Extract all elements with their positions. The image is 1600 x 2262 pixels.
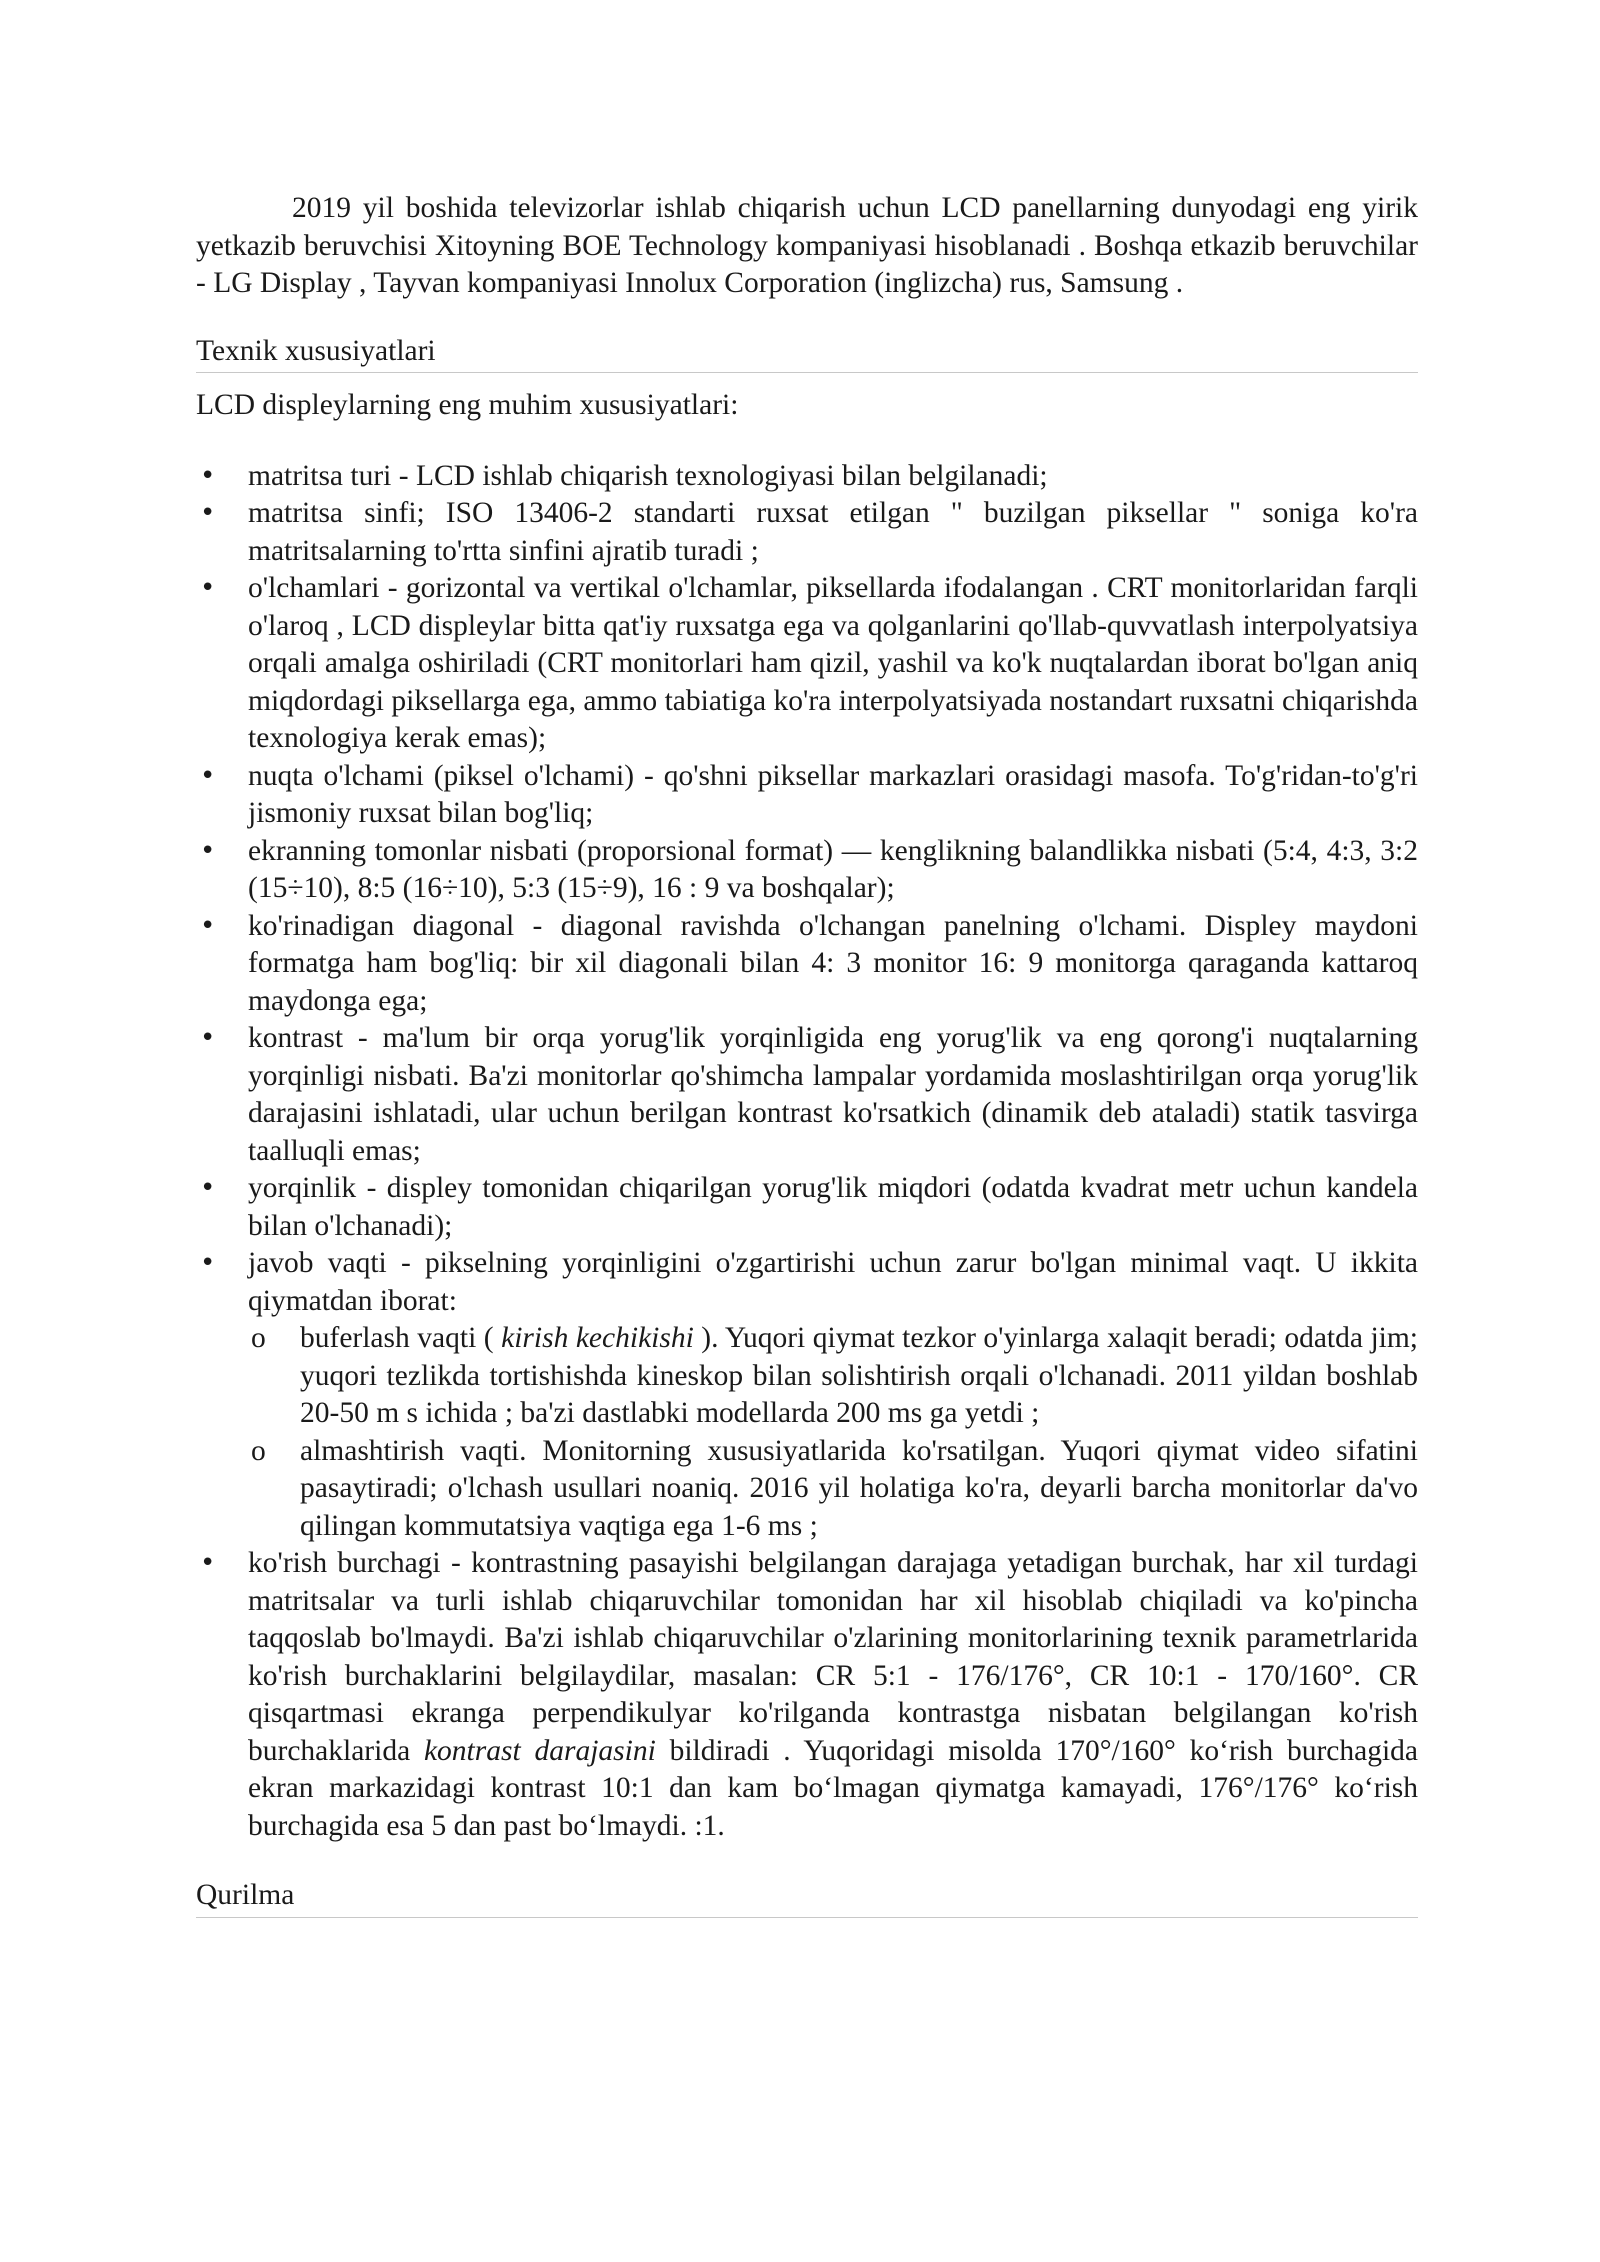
list-item-text: o'lchamlari - gorizontal va vertikal o'lchamlar, piksellarda ifodalangan . CRT monitorlaridan farqli o'laroq , LCD displeylar bitta qat'iy ruxsatga ega va qolganlarini qo'llab-quvvatlash interpolyatsiya orqali amalga oshiriladi (CRT monitorlari ham qizil, yashil va ko'k nuqtalardan iborat bo'lgan aniq miqdordagi piksellarga ega, ammo tabiatiga ko'ra interpolyatsiyada nostandart ruxsatni chiqarishda texnologiya kerak emas); xyxy=(248,572,1418,754)
list-item-text: javob vaqti - pikselning yorqinligini o'zgartirishi uchun zarur bo'lgan minimal vaqt. U ikkita qiymatdan iborat: xyxy=(248,1247,1418,1317)
list-item xyxy=(196,833,1418,908)
response-sublist xyxy=(248,1320,1418,1545)
section-heading-technical: Texnik xususiyatlari xyxy=(196,333,1418,374)
list-item-text: yorqinlik - displey tomonidan chiqarilgan yorug'lik miqdori (odatda kvadrat metr uchun kandela bilan o'lchanadi); xyxy=(248,1172,1418,1242)
italic-term: kontrast darajasini xyxy=(423,1734,656,1767)
sublist-item-switching: o almashtirish vaqti. Monitorning xususiyatlarida ko'rsatilgan. Yuqori qiymat video sifatini pasaytiradi; o'lchash usullari noaniq. 2016 yil holatiga ko'ra, deyarli barcha monitorlar da'vo qilingan kommutatsiya vaqtiga ega 1-6 ms ; xyxy=(251,1434,1418,1542)
bullet-icon: • xyxy=(200,760,216,791)
bullet-icon: • xyxy=(200,1248,216,1278)
list-item-text: matritsa sinfi; ISO 13406-2 standarti ruxsat etilgan " buzilgan piksellar " soniga ko'ra matritsalarning to'rtta sinfini ajratib turadi ; xyxy=(248,497,1418,567)
list-item xyxy=(196,458,1418,496)
characteristics-list xyxy=(196,458,1418,1846)
italic-term: kirish kechikishi xyxy=(501,1322,694,1354)
bullet-icon: • xyxy=(200,835,216,866)
list-item-viewing-angle: • ko'rish burchagi - kontrastning pasayishi belgilangan darajaga yetadigan burchak, har xil turdagi matritsalar va turli ishlab chiqaruvchilar tomonidan har xil hisoblab chiqiladi va ko'pincha taqqoslab bo'lmaydi. Ba'zi ishlab chiqaruvchilar o'zlarining monitorlarining texnik parametrlarida ko'rish burchaklarini belgilaydilar, masalan: CR 5:1 - 176/176°, CR 10:1 - 170/160°. CR qisqartmasi ekranga perpendikulyar ko'rilganda kontrastga nisbatan belgilangan ko'rish burchaklarida kontrast darajasini bildiradi . Yuqoridagi misolda 170°/160° ko‘rish burchagida ekran markazidagi kontrast 10:1 dan kam bo‘lmagan qiymatga kamayadi, 176°/176° ko‘rish burchagida esa 5 dan past bo‘lmaydi. :1. xyxy=(200,1547,1418,1842)
list-item-text: matritsa turi - LCD ishlab chiqarish texnologiyasi bilan belgilanadi; xyxy=(248,459,1048,492)
list-item xyxy=(196,570,1418,758)
bullet-icon: • xyxy=(200,1548,216,1578)
bullet-icon: • xyxy=(200,460,216,491)
list-item xyxy=(196,1020,1418,1170)
list-item xyxy=(196,908,1418,1021)
bullet-icon: • xyxy=(200,1023,216,1053)
list-item xyxy=(196,495,1418,570)
list-item-text: kontrast - ma'lum bir orqa yorug'lik yorqinligida eng yorug'lik va eng qorong'i nuqtalarning yorqinligi nisbati. Ba'zi monitorlar qo'shimcha lampalar yordamida moslashtirilgan orqa yorug'lik darajasini ishlatadi, ular uchun berilgan kontrast ko'rsatkich (dinamik deb ataladi) statik tasvirga taalluqli emas; xyxy=(248,1022,1418,1167)
lead-paragraph: LCD displeylarning eng muhim xususiyatlari: xyxy=(196,389,739,421)
sub-bullet-icon: o xyxy=(251,1322,266,1354)
list-item xyxy=(196,1170,1418,1245)
sub-bullet-icon: o xyxy=(251,1434,266,1467)
bullet-icon: • xyxy=(200,910,216,941)
intro-paragraph: 2019 yil boshida televizorlar ishlab chiqarish uchun LCD panellarning dunyodagi eng yirik yetkazib beruvchisi Xitoyning BOE Technology kompaniyasi hisoblanadi . Boshqa etkazib beruvchilar - LG Display , Tayvan kompaniyasi Innolux Corporation (inglizcha) rus, Samsung . xyxy=(196,192,1418,299)
bullet-icon: • xyxy=(200,498,216,528)
list-item-text: ekranning tomonlar nisbati (proporsional format) — kenglikning balandlikka nisbati (5:4, 4:3, 3:2 (15÷10), 8:5 (16÷10), 5:3 (15÷9), 16 : 9 va boshqalar); xyxy=(248,834,1418,904)
section-heading-device: Qurilma xyxy=(196,1877,1418,1918)
list-item-text: nuqta o'lchami (piksel o'lchami) - qo'shni piksellar markazlari orasidagi masofa. To'g'ridan-to'g'ri jismoniy ruxsat bilan bog'liq; xyxy=(248,759,1418,829)
sublist-item-buffering: o buferlash vaqti ( kirish kechikishi ). Yuqori qiymat tezkor o'yinlarga xalaqit beradi; odatda jim; yuqori tezlikda tortishishda kineskop bilan solishtirish orqali o'lchanadi. 2011 yildan boshlab 20-50 m s ichida ; ba'zi dastlabki modellarda 200 ms ga yetdi ; xyxy=(251,1322,1418,1429)
list-item-response-time xyxy=(196,1245,1418,1545)
document-page xyxy=(196,190,1418,1918)
bullet-icon: • xyxy=(200,1173,216,1203)
list-item xyxy=(196,758,1418,833)
bullet-icon: • xyxy=(200,573,216,603)
list-item-text: ko'rinadigan diagonal - diagonal ravishda o'lchangan panelning o'lchami. Displey maydoni formatga ham bog'liq: bir xil diagonali bilan 4: 3 monitor 16: 9 monitorga qaraganda kattaroq maydonga ega; xyxy=(248,909,1418,1017)
